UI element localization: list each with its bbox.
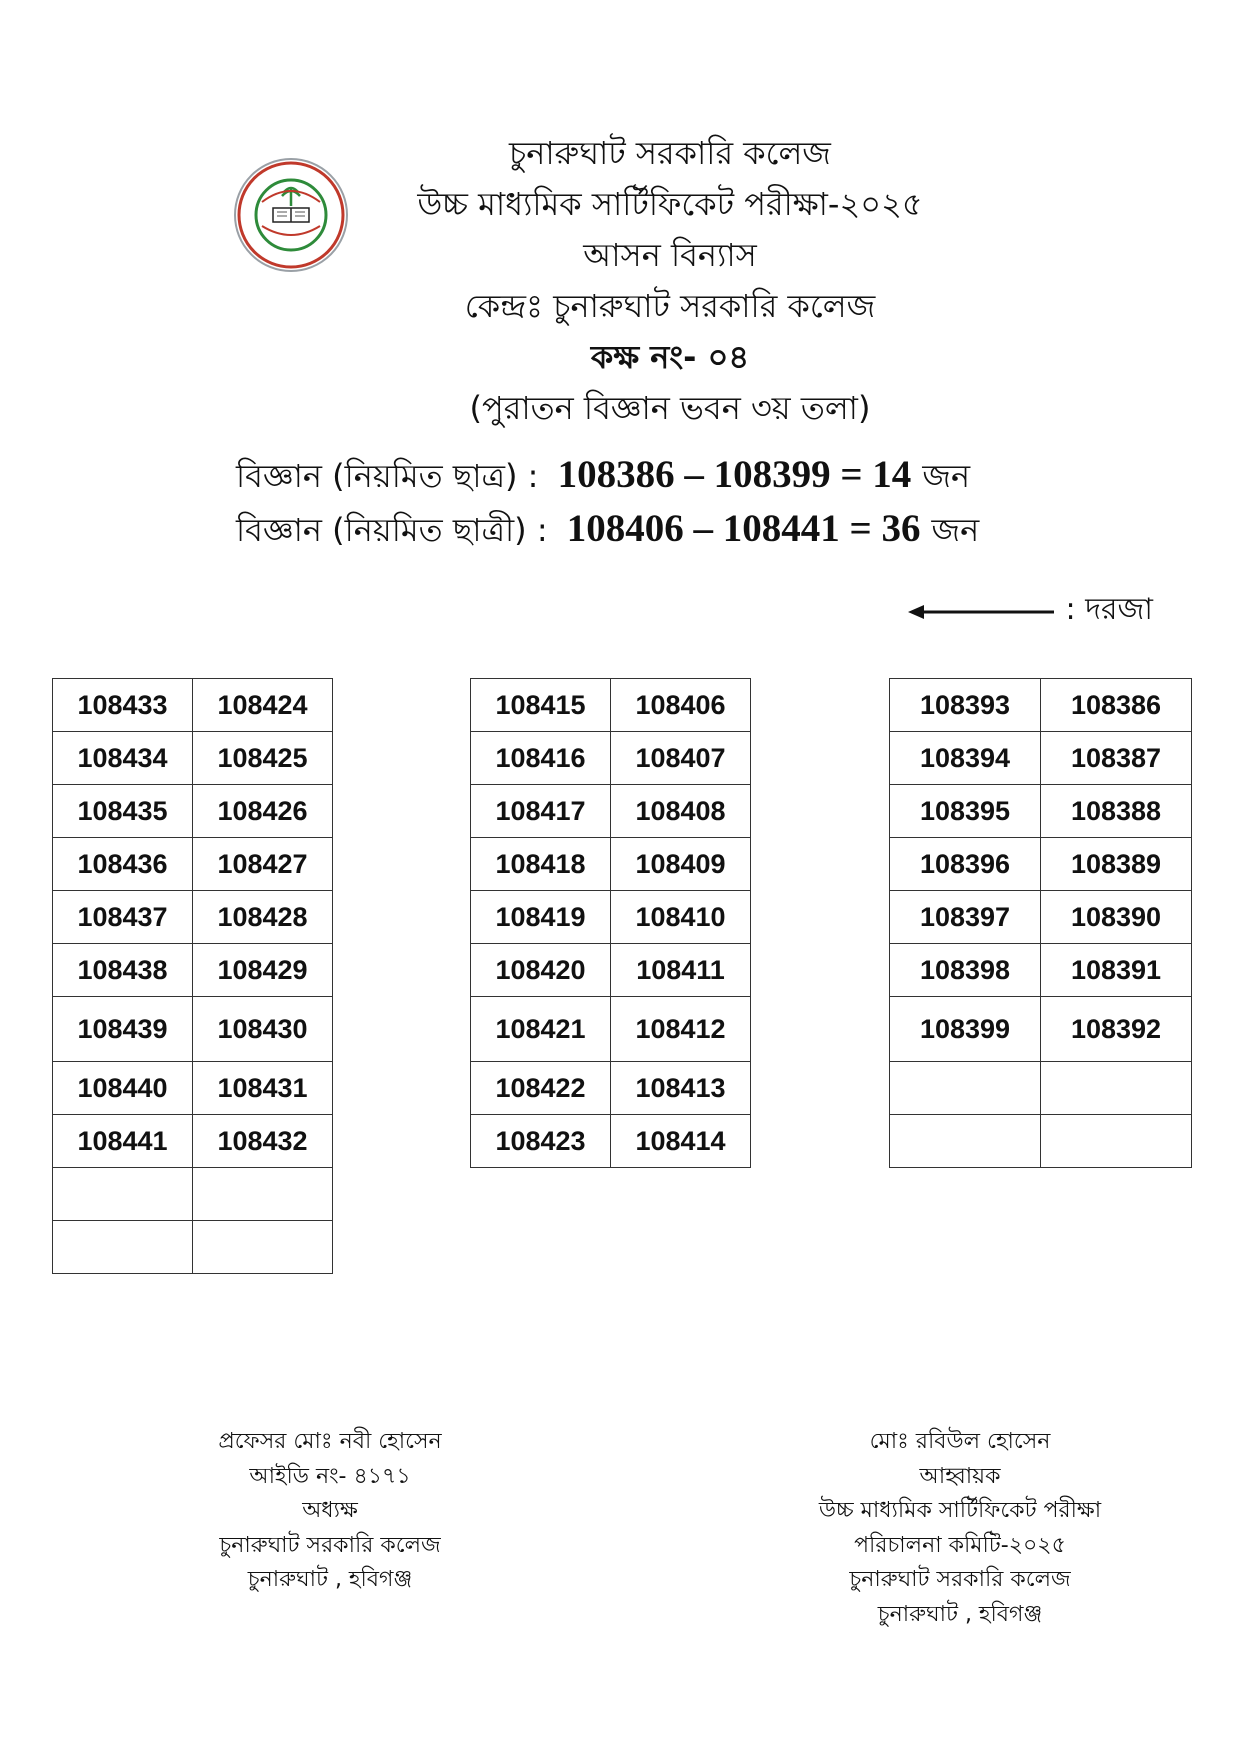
exam-name: উচ্চ মাধ্যমিক সার্টিফিকেট পরীক্ষা-২০২৫ <box>417 185 923 223</box>
roll-summary <box>236 448 1096 556</box>
seat-roll-cell: 108396 <box>890 838 1041 891</box>
door-label: : দরজা <box>1065 592 1153 627</box>
seat-roll-cell: 108424 <box>193 679 333 732</box>
seat-roll-cell: 108392 <box>1041 997 1192 1062</box>
seat-roll-cell: 108418 <box>471 838 611 891</box>
seat-roll-cell <box>1041 1115 1192 1168</box>
seat-roll-cell: 108411 <box>611 944 751 997</box>
seat-roll-cell: 108398 <box>890 944 1041 997</box>
seat-roll-cell: 108433 <box>53 679 193 732</box>
seat-table-middle <box>470 678 751 1168</box>
signature-line: চুনারুঘাট , হবিগঞ্জ <box>877 1601 1043 1627</box>
seat-row <box>53 732 333 785</box>
seat-roll-cell: 108391 <box>1041 944 1192 997</box>
seat-row <box>890 997 1192 1062</box>
seat-roll-cell: 108420 <box>471 944 611 997</box>
seat-roll-cell: 108434 <box>53 732 193 785</box>
summary-row-boys <box>236 448 1096 502</box>
room-location: (পুরাতন বিজ্ঞান ভবন ৩য় তলা) <box>469 389 871 427</box>
seat-row <box>471 732 751 785</box>
summary-row-girls <box>236 502 1096 556</box>
signature-line: চুনারুঘাট , হবিগঞ্জ <box>247 1567 413 1592</box>
signature-line: অধ্যক্ষ <box>302 1498 358 1523</box>
seat-roll-cell: 108389 <box>1041 838 1192 891</box>
seat-row <box>53 1115 333 1168</box>
seat-roll-cell: 108436 <box>53 838 193 891</box>
signature-principal <box>150 1425 510 1598</box>
seat-roll-cell: 108422 <box>471 1062 611 1115</box>
seat-row <box>890 838 1192 891</box>
seat-roll-cell: 108423 <box>471 1115 611 1168</box>
seat-row <box>471 944 751 997</box>
seat-row <box>890 785 1192 838</box>
seat-row <box>890 1062 1192 1115</box>
exam-center: কেন্দ্রঃ চুনারুঘাট সরকারি কলেজ <box>464 287 876 325</box>
seat-roll-cell: 108414 <box>611 1115 751 1168</box>
seat-roll-cell: 108427 <box>193 838 333 891</box>
seat-roll-cell: 108426 <box>193 785 333 838</box>
signature-line: আহ্বায়ক <box>919 1463 1001 1489</box>
seat-row <box>890 944 1192 997</box>
summary-range: 108406 – 108441 = 36 <box>566 507 921 550</box>
seat-roll-cell: 108407 <box>611 732 751 785</box>
seat-roll-cell: 108437 <box>53 891 193 944</box>
seat-roll-cell <box>890 1115 1041 1168</box>
seat-roll-cell <box>193 1168 333 1221</box>
seat-roll-cell: 108393 <box>890 679 1041 732</box>
door-indicator <box>908 585 1153 636</box>
seat-row <box>53 1168 333 1221</box>
seat-roll-cell: 108431 <box>193 1062 333 1115</box>
seat-roll-cell: 108388 <box>1041 785 1192 838</box>
signature-line: মোঃ রবিউল হোসেন <box>869 1429 1051 1454</box>
seat-row <box>471 785 751 838</box>
seat-roll-cell: 108394 <box>890 732 1041 785</box>
seat-roll-cell: 108395 <box>890 785 1041 838</box>
seat-row <box>471 1115 751 1168</box>
seat-roll-cell: 108438 <box>53 944 193 997</box>
left-arrow-icon <box>908 593 1056 628</box>
seat-row <box>471 838 751 891</box>
summary-range: 108386 – 108399 = 14 <box>557 453 912 496</box>
room-number: কক্ষ নং- ০৪ <box>590 338 750 376</box>
seat-roll-cell <box>53 1221 193 1274</box>
signature-line: আইডি নং- ৪১৭১ <box>249 1463 411 1489</box>
signature-line: প্রফেসর মোঃ নবী হোসেন <box>218 1429 442 1454</box>
seat-roll-cell <box>1041 1062 1192 1115</box>
seat-row <box>471 997 751 1062</box>
summary-label: বিজ্ঞান (নিয়মিত ছাত্রী) : <box>236 511 548 549</box>
seat-row <box>53 944 333 997</box>
seat-roll-cell: 108413 <box>611 1062 751 1115</box>
signature-line: পরিচালনা কমিটি-২০২৫ <box>854 1532 1066 1558</box>
seat-row <box>471 891 751 944</box>
seat-roll-cell: 108397 <box>890 891 1041 944</box>
summary-unit: জন <box>922 457 971 495</box>
seat-row <box>890 732 1192 785</box>
summary-label: বিজ্ঞান (নিয়মিত ছাত্র) : <box>236 457 539 495</box>
seat-row <box>53 1221 333 1274</box>
seat-roll-cell: 108410 <box>611 891 751 944</box>
seat-roll-cell: 108425 <box>193 732 333 785</box>
seat-roll-cell: 108412 <box>611 997 751 1062</box>
seat-roll-cell: 108441 <box>53 1115 193 1168</box>
seat-row <box>471 679 751 732</box>
summary-unit: জন <box>931 511 980 549</box>
seat-row <box>53 997 333 1062</box>
seat-roll-cell: 108386 <box>1041 679 1192 732</box>
seat-row <box>53 1062 333 1115</box>
signature-line: চুনারুঘাট সরকারি কলেজ <box>849 1567 1071 1592</box>
seat-roll-cell: 108387 <box>1041 732 1192 785</box>
seat-roll-cell: 108415 <box>471 679 611 732</box>
seat-roll-cell: 108439 <box>53 997 193 1062</box>
seat-roll-cell: 108408 <box>611 785 751 838</box>
seat-roll-cell: 108409 <box>611 838 751 891</box>
seat-row <box>53 679 333 732</box>
seat-roll-cell <box>53 1168 193 1221</box>
seat-roll-cell: 108435 <box>53 785 193 838</box>
signature-line: উচ্চ মাধ্যমিক সার্টিফিকেট পরীক্ষা <box>818 1498 1102 1523</box>
seat-roll-cell: 108406 <box>611 679 751 732</box>
document-title: আসন বিন্যাস <box>583 236 757 274</box>
seat-roll-cell: 108421 <box>471 997 611 1062</box>
seat-roll-cell: 108416 <box>471 732 611 785</box>
seat-roll-cell: 108399 <box>890 997 1041 1062</box>
seat-row <box>471 1062 751 1115</box>
seat-roll-cell: 108430 <box>193 997 333 1062</box>
seat-roll-cell: 108419 <box>471 891 611 944</box>
seat-roll-cell <box>193 1221 333 1274</box>
document-header <box>290 128 1050 434</box>
seat-row <box>53 891 333 944</box>
seat-row <box>890 891 1192 944</box>
seat-row <box>890 1115 1192 1168</box>
seat-roll-cell <box>890 1062 1041 1115</box>
signature-line: চুনারুঘাট সরকারি কলেজ <box>219 1532 441 1558</box>
seat-roll-cell: 108428 <box>193 891 333 944</box>
seat-roll-cell: 108432 <box>193 1115 333 1168</box>
seat-row <box>53 838 333 891</box>
seat-roll-cell: 108429 <box>193 944 333 997</box>
college-name: চুনারুঘাট সরকারি কলেজ <box>509 134 831 172</box>
seat-table-left <box>52 678 333 1274</box>
seat-row <box>890 679 1192 732</box>
seat-roll-cell: 108417 <box>471 785 611 838</box>
seat-roll-cell: 108440 <box>53 1062 193 1115</box>
seat-roll-cell: 108390 <box>1041 891 1192 944</box>
seat-table-right <box>889 678 1192 1168</box>
seat-row <box>53 785 333 838</box>
signature-convener <box>760 1425 1160 1632</box>
